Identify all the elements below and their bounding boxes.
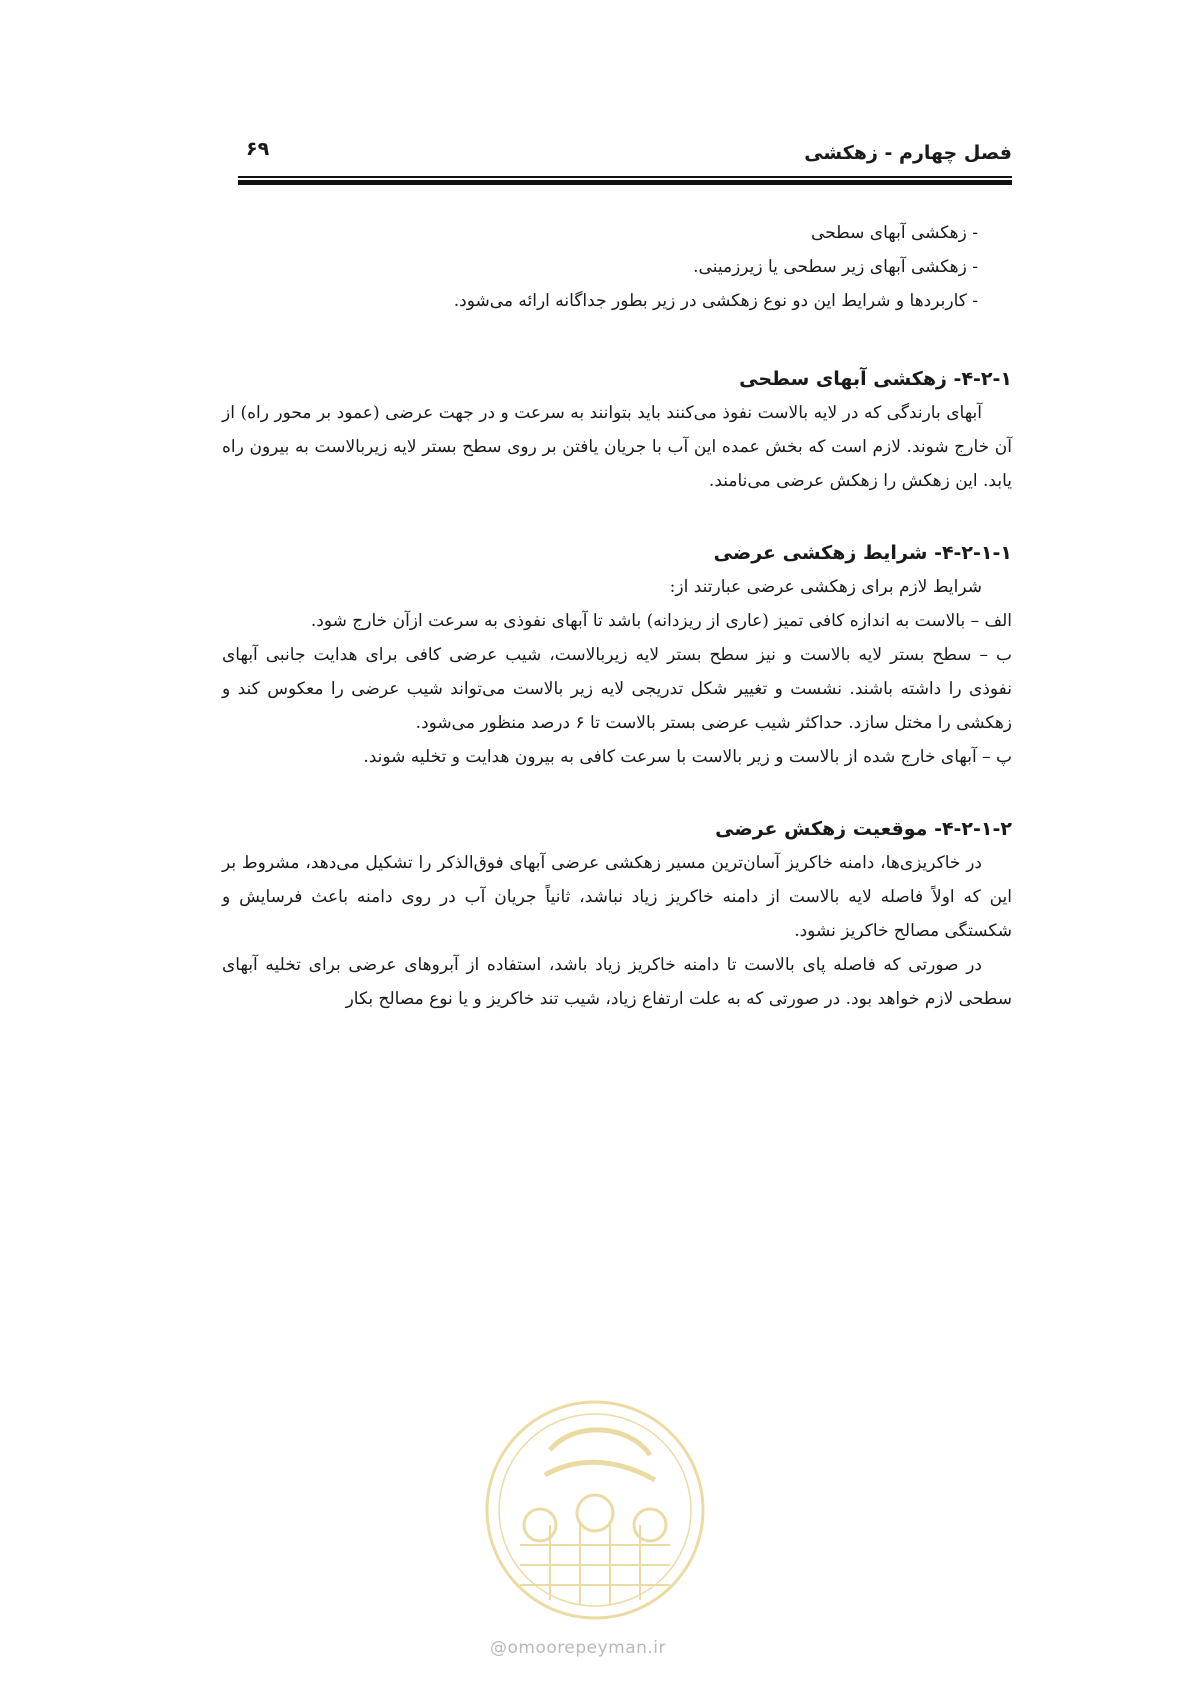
section-heading: ۴-۲-۱-۲- موقعیت زهکش عرضی: [715, 818, 1012, 840]
watermark-seal-icon: [480, 1395, 710, 1625]
paragraph: آبهای بارندگی که در لایه بالاست نفوذ می‌کنند باید بتوانند به سرعت و در جهت عرضی (عمود بر محور راه) از آن خارج شوند. لازم است که بخش عمده این آب با جریان یافتن بر روی سطح بستر لایه زیربالاست به بیرون راه یابد. این زهکش را زهکش عرضی می‌نامند.: [222, 403, 1012, 491]
watermark-url: @omoorepeyman.ir: [490, 1638, 667, 1658]
list-item: - زهکشی آبهای زیر سطحی یا زیرزمینی.: [693, 257, 978, 277]
page-body: [222, 216, 1012, 1016]
paragraph: در خاکریزی‌ها، دامنه خاکریز آسان‌ترین مسیر زهکشی عرضی آبهای فوق‌الذکر را تشکیل می‌دهد، مشروط بر این که اولاً فاصله لایه بالاست از دامنه خاکریز زیاد نباشد، ثانیاً جریان آب در روی دامنه باعث فرسایش و شکستگی مصالح خاکریز نشود.: [222, 853, 1012, 941]
list-item: - زهکشی آبهای سطحی: [811, 223, 978, 243]
paragraph: الف – بالاست به اندازه کافی تمیز (عاری از ریزدانه) باشد تا آبهای نفوذی به سرعت ازآن خارج شود.: [310, 611, 1012, 631]
header-rule-thin: [238, 176, 1012, 178]
page-header: [238, 132, 1012, 188]
chapter-title: فصل چهارم - زهکشی: [804, 142, 1012, 164]
section-heading: ۴-۲-۱- زهکشی آبهای سطحی: [739, 368, 1012, 390]
page-number: ۶۹: [246, 138, 270, 160]
header-rule-thick: [238, 180, 1012, 185]
section-heading: ۴-۲-۱-۱- شرایط زهکشی عرضی: [713, 542, 1012, 564]
paragraph: در صورتی که فاصله پای بالاست تا دامنه خاکریز زیاد باشد، استفاده از آبروهای عرضی برای تخلیه آبهای سطحی لازم خواهد بود. در صورتی که به علت ارتفاع زیاد، شیب تند خاکریز و یا نوع مصالح بکار: [222, 955, 1012, 1009]
paragraph: شرایط لازم برای زهکشی عرضی عبارتند از:: [669, 577, 982, 597]
paragraph: ب – سطح بستر لایه بالاست و نیز سطح بستر لایه زیربالاست، شیب عرضی کافی برای هدایت جانبی آبهای نفوذی را داشته باشند. نشست و تغییر شکل تدریجی لایه زیر بالاست می‌تواند شیب عرضی را معکوس کند و زهکشی را مختل سازد. حداکثر شیب عرضی بستر بالاست تا ۶ درصد منظور می‌شود.: [222, 645, 1012, 733]
paragraph: پ – آبهای خارج شده از بالاست و زیر بالاست با سرعت کافی به بیرون هدایت و تخلیه شوند.: [363, 747, 1012, 767]
list-item: - کاربردها و شرایط این دو نوع زهکشی در زیر بطور جداگانه ارائه می‌شود.: [453, 291, 978, 311]
